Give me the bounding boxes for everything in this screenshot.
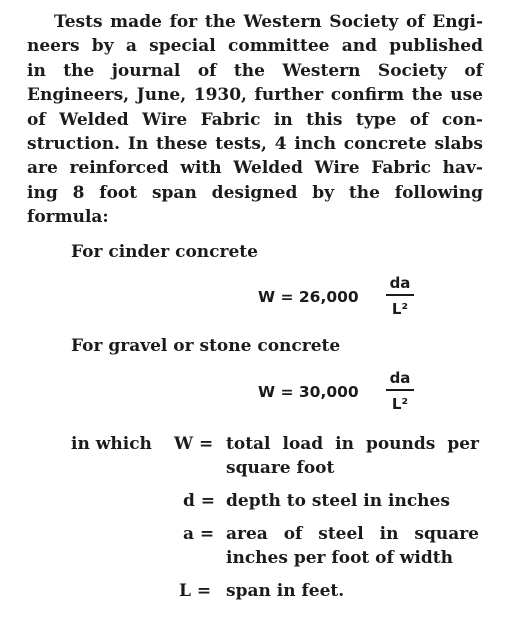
symbol-W: W = xyxy=(174,434,214,454)
gravel-concrete-label: For gravel or stone concrete xyxy=(71,336,341,356)
definition-a-text: area of steel in square xyxy=(226,524,479,544)
symbol-a: a = xyxy=(183,524,215,544)
paragraph-line: of Welded Wire Fabric in this type of con- xyxy=(27,109,483,130)
symbol-d: d = xyxy=(183,491,216,511)
paragraph-line: formula: xyxy=(27,207,109,228)
symbol-L: L = xyxy=(179,581,212,601)
paragraph-line: struction. In these tests, 4 inch concrete slabs xyxy=(27,134,483,155)
definition-W-text: total load in pounds per xyxy=(226,434,479,454)
paragraph-line: in the journal of the Western Society of xyxy=(27,60,483,81)
definition-W-line1 xyxy=(226,432,479,456)
cinder-denominator: L² xyxy=(391,300,409,318)
definition-a-line1 xyxy=(226,522,479,546)
cinder-numerator: da xyxy=(389,274,411,292)
definition-L: span in feet. xyxy=(226,581,345,601)
paragraph-line: neers by a special committee and published xyxy=(27,36,483,57)
gravel-numerator: da xyxy=(389,369,411,387)
paragraph-line: Engineers, June, 1930, further confirm the use xyxy=(27,85,483,106)
gravel-denominator: L² xyxy=(391,395,409,413)
definition-d: depth to steel in inches xyxy=(226,491,450,511)
gravel-formula-lhs: W = 30,000 xyxy=(258,383,359,401)
definition-W-line2: square foot xyxy=(226,458,335,478)
paragraph-line: Tests made for the Western Society of Engi- xyxy=(54,12,483,32)
definition-a-line2: inches per foot of width xyxy=(226,548,453,568)
paragraph-line: are reinforced with Welded Wire Fabric hav- xyxy=(27,158,483,179)
cinder-formula-lhs: W = 26,000 xyxy=(258,288,359,306)
definitions-intro: in which xyxy=(71,434,152,454)
paragraph-line: ing 8 foot span designed by the following xyxy=(27,182,483,203)
cinder-concrete-label: For cinder concrete xyxy=(71,242,258,262)
